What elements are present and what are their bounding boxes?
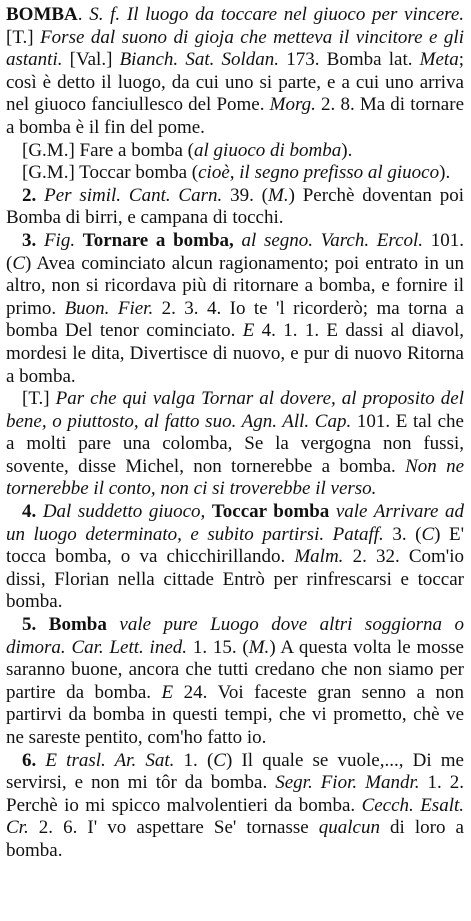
text-segment: 3.	[22, 229, 44, 251]
text-segment: qualcun	[318, 817, 380, 839]
entry-paragraph-p7	[6, 614, 464, 750]
text-segment: E	[242, 320, 255, 342]
text-segment: 2. 6. I' vo aspettare Se' tornasse	[28, 817, 319, 839]
text-segment: Forse dal suono di gioja che metteva il vincitore e gli astanti.	[6, 26, 464, 71]
text-segment: 2. 32. Com'io dissi, Florian nella cittade Entrò per rinfrescarsi e toccar bomba.	[6, 546, 464, 613]
text-segment: ).	[341, 139, 353, 161]
text-segment: Per simil. Cant. Carn.	[44, 184, 223, 206]
text-segment: Malm.	[294, 546, 344, 568]
text-segment: .	[77, 4, 90, 25]
text-segment: ; così è detto il luogo, da cui uno si parte, e a cui uno arriva nel giuoco fanciullesco del Pome.	[6, 49, 464, 116]
text-segment: C	[213, 749, 226, 771]
text-segment: E	[161, 681, 174, 703]
text-segment: 2. 3. 4. Io te 'l ricorderò; ma torna a bomba Del tenor cominciato.	[6, 297, 464, 342]
text-segment: Bianch. Sat. Soldan.	[119, 49, 280, 71]
text-segment: Par che qui valga Tornar al dovere, al proposito del bene, o piuttosto, al fatto suo. Agn. All. Cap.	[6, 388, 464, 432]
text-segment: 101. E tal che a molti pare una colomba, Se la vergogna non fussi, sovente, disse Michel, non tornerebbe a bomba.	[6, 410, 464, 477]
entry-paragraph-p0	[6, 4, 464, 140]
entry-paragraph-p1	[6, 140, 464, 163]
text-segment: 24. Voi faceste gran senno a non partirvi da bomba in questi tempi, che vi prometto, chè ve ne sareste pentito, com'ho fatto io.	[6, 681, 464, 748]
text-segment: Fig.	[43, 229, 76, 251]
text-segment: cioè, il segno prefisso al giuoco	[198, 162, 440, 184]
text-segment: ) Il quale se vuole,..., Di me servirsi, e non mi tôr da bomba.	[6, 749, 464, 794]
text-segment: 101. (	[6, 229, 464, 274]
headword: BOMBA	[6, 4, 78, 25]
text-segment: Meta	[419, 49, 459, 71]
text-segment: E trasl. Ar. Sat.	[45, 749, 175, 771]
entry-paragraph-p5	[6, 388, 464, 501]
text-segment: 2. 8. Ma di tornare a bomba è il fin del pome.	[6, 94, 464, 138]
text-segment: [T.]	[22, 388, 56, 410]
entry-paragraph-p2	[6, 162, 464, 185]
text-segment: 2.	[22, 184, 45, 206]
text-segment: 4.	[22, 501, 43, 523]
text-segment: Segr. Fior. Mandr.	[275, 772, 420, 794]
text-segment: Non ne tornerebbe il conto, non ci si troverebbe il verso.	[6, 455, 465, 500]
dictionary-entry-bomba	[6, 4, 464, 863]
text-segment: 6.	[22, 749, 46, 771]
text-segment: [G.M.] Toccar bomba (	[22, 162, 199, 184]
text-segment: 4. 1. 1. E dassi al diavol, mordesi le dita, Divertisce di nuovo, e pur di nuovo Ritorna a bomba.	[6, 320, 464, 387]
entry-paragraph-p8	[6, 750, 464, 863]
text-segment: ) E' tocca bomba, o va chicchirillando.	[6, 523, 465, 568]
text-segment: Morg.	[269, 94, 316, 116]
text-segment: 39. (	[222, 184, 268, 206]
text-segment: al segno. Varch. Ercol.	[233, 229, 424, 251]
entry-paragraph-p6	[6, 501, 464, 614]
entry-paragraph-p3	[6, 185, 464, 230]
text-segment: vale pure Luogo dove altri soggiorna o dimora. Car. Lett. ined.	[6, 614, 465, 658]
text-segment: Buon. Fier.	[64, 297, 154, 319]
text-segment: M.	[248, 636, 270, 658]
text-segment: [T.]	[6, 26, 41, 48]
text-segment: 3. (	[383, 523, 422, 545]
text-segment: 5.	[22, 614, 49, 636]
text-segment: [G.M.] Fare a bomba (	[22, 139, 195, 161]
text-segment: vale Arrivare ad un luogo determinato, e subito partirsi. Pataff.	[6, 501, 464, 545]
text-segment: di loro a bomba.	[6, 817, 464, 861]
text-segment: Dal suddetto giuoco,	[42, 501, 206, 523]
text-segment: Tornare a bomba,	[82, 229, 234, 251]
text-segment: M.	[268, 184, 289, 206]
text-segment: C	[12, 252, 26, 274]
text-segment: 1. (	[174, 749, 214, 771]
text-segment: 173. Bomba lat.	[279, 49, 420, 71]
text-segment: ) Avea cominciato alcun ragionamento; poi entrato in un altro, non si ricordava più di ritornare a bomba, e fornire il primo.	[6, 252, 464, 319]
text-segment: C	[421, 523, 435, 545]
text-segment: Bomba	[48, 614, 107, 636]
text-segment: ) A questa volta le mosse saranno buone, ancora che tutti credano che non siamo per partire da bomba.	[6, 636, 464, 703]
text-segment: [Val.]	[62, 49, 120, 71]
text-segment: 1. 2. Perchè io mi spicco malvolentieri da bomba.	[6, 772, 465, 816]
entry-paragraph-p4	[6, 230, 464, 388]
text-segment: S. f. Il luogo da toccare nel giuoco per vincere.	[89, 4, 464, 25]
text-segment: ) Perchè doventan poi Bomba di birri, e campana di tocchi.	[6, 184, 465, 229]
text-segment: 1. 15. (	[187, 636, 249, 658]
text-segment	[75, 230, 83, 251]
text-segment: Toccar bomba	[211, 501, 330, 523]
text-segment: al giuoco di bomba	[194, 139, 342, 161]
text-segment: Cecch. Esalt. Cr.	[6, 794, 465, 839]
text-segment: ).	[439, 162, 451, 184]
